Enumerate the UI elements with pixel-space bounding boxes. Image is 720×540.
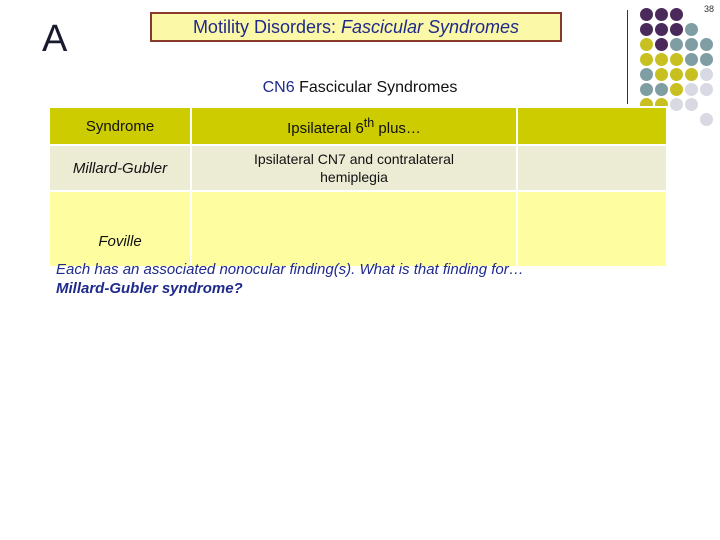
title-part-1: Motility Disorders: [192,16,336,37]
decorative-dot [700,113,713,126]
table-title-rest: Fascicular Syndromes [294,79,458,96]
extra-cell [517,191,667,267]
decorative-dot [670,53,683,66]
decorative-dot [685,38,698,51]
header-extra [517,107,667,145]
decorative-dot [655,38,668,51]
decorative-dot [640,23,653,36]
slide-title [150,12,562,42]
decorative-dot [685,98,698,111]
decorative-dot [640,38,653,51]
table-title [0,79,720,97]
question-line-2: Millard-Gubler syndrome? [56,280,243,297]
table-row [49,191,667,267]
page-number: 38 [703,4,714,14]
decorative-dot [655,53,668,66]
question-line-1: Each has an associated nonocular finding(s). What is that finding for… [56,261,524,278]
header-ipsilateral [191,107,517,145]
decorative-dot [670,8,683,21]
finding-cell [191,191,517,267]
decorative-dot [685,23,698,36]
header-ipsilateral-sup: th [363,115,375,130]
section-letter: A [42,18,68,60]
finding-cell: Ipsilateral CN7 and contralateral hemiplegia [191,145,517,191]
decorative-dot [655,23,668,36]
title-part-2: Fascicular Syndromes [340,16,520,37]
decorative-dot [640,8,653,21]
question-text [56,260,656,298]
extra-cell [517,145,667,191]
table-row [49,145,667,191]
decorative-dot [670,98,683,111]
decorative-dot [700,38,713,51]
table-title-cn6: CN6 [262,79,295,96]
header-syndrome: Syndrome [49,107,191,145]
header-ipsilateral-rest: plus… [374,119,421,137]
decorative-dot [670,38,683,51]
syndrome-cell: Millard-Gubler [49,145,191,191]
decorative-dot [640,53,653,66]
syndrome-cell: Foville [49,191,191,267]
table-header-row [49,107,667,145]
decorative-dot [655,8,668,21]
header-ipsilateral-text: Ipsilateral 6 [287,119,364,137]
syndrome-table [48,106,668,268]
decorative-dot [670,23,683,36]
decorative-dot [700,53,713,66]
decorative-dot [685,53,698,66]
